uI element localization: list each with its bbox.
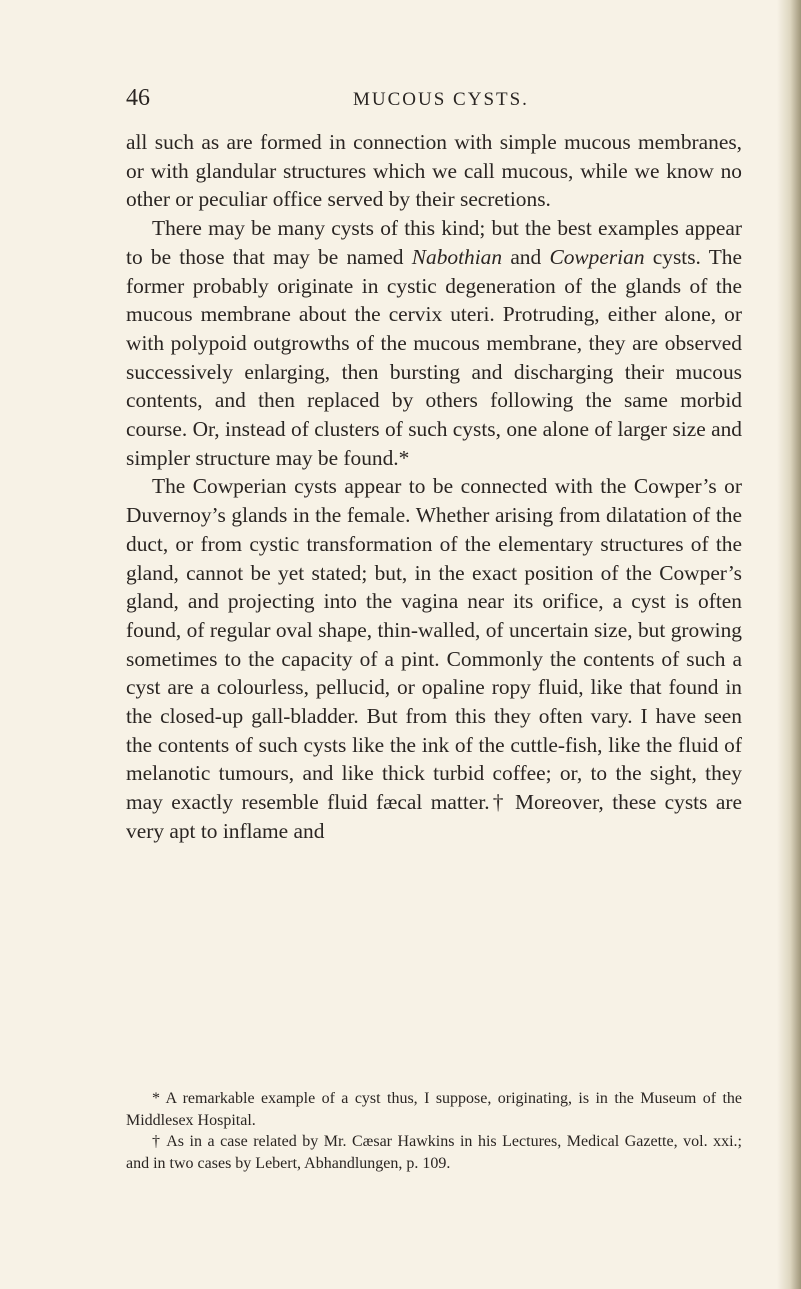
paragraph-2-text-b: and	[502, 244, 550, 269]
page-edge-shadow	[777, 0, 801, 1289]
italic-term-cowperian: Cowperian	[549, 244, 645, 269]
paragraph-2	[126, 214, 742, 472]
paragraph-2-text-c: cysts. The former probably originate in cystic degeneration of the glands of the mucous membrane about the cervix uteri. Protruding, either alone, or with polypoid outgrowths of the mucous membrane, they are observed successively enlarging, then bursting and discharging their mucous contents, and then replaced by others following the same morbid course. Or, instead of clusters of such cysts, one alone of larger size and simpler structure may be found.*	[126, 244, 742, 470]
running-title: MUCOUS CYSTS.	[353, 89, 529, 110]
page-number: 46	[126, 85, 150, 111]
main-text	[126, 128, 742, 846]
footnote-2: † As in a case related by Mr. Cæsar Hawkins in his Lectures, Medical Gazette, vol. xxi.; and in two cases by Lebert, Abhandlungen, p. 109.	[126, 1133, 742, 1172]
paragraph-2-text-a: There may be many cysts of this kind; but the best examples appear to be those that may be named	[126, 216, 742, 269]
italic-term-nabothian: Nabothian	[411, 244, 503, 269]
paragraph-3: The Cowperian cysts appear to be connected with the Cowper’s or Duvernoy’s glands in the female. Whether arising from dilatation of the duct, or from cystic transformation of the elementary structures of the gland, cannot be yet stated; but, in the exact position of the Cowper’s gland, and projecting into the vagina near its orifice, a cyst is often found, of regular oval shape, thin-walled, of uncertain size, but growing sometimes to the capacity of a pint. Commonly the contents of such a cyst are a colourless, pellucid, or opaline ropy fluid, like that found in the closed-up gall-bladder. But from this they often vary. I have seen the contents of such cysts like the ink of the cuttle-fish, like the fluid of melanotic tumours, and like thick turbid coffee; or, to the sight, they may exactly resemble fluid fæcal matter.† Moreover, these cysts are very apt to inflame and	[126, 474, 742, 843]
paragraph-1: all such as are formed in connection with simple mucous membranes, or with glandular structures which we call mucous, while we know no other or peculiar office served by their secretions.	[126, 130, 742, 212]
footnote-1: * A remarkable example of a cyst thus, I suppose, originating, is in the Museum of the Middlesex Hospital.	[126, 1090, 742, 1129]
footnotes	[126, 1088, 742, 1174]
